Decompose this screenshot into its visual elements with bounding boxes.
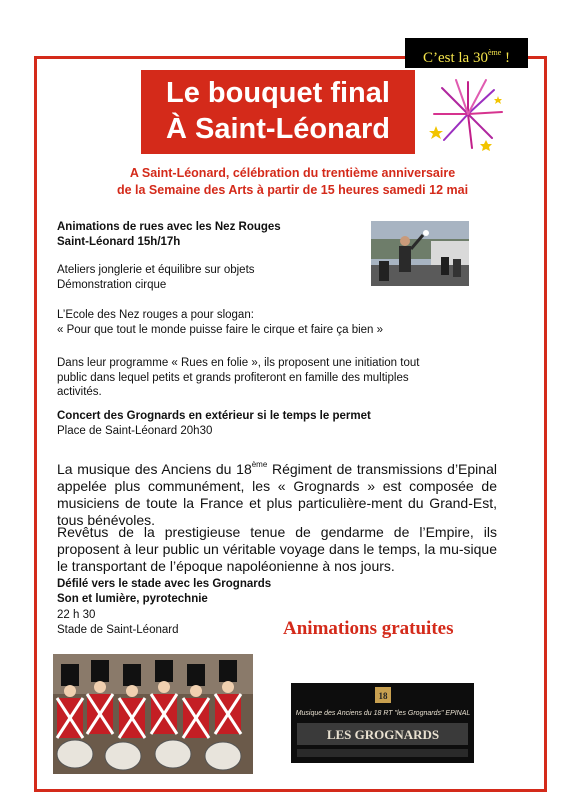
subtitle-line1: A Saint-Léonard, célébration du trentième anniversaire (129, 166, 456, 180)
firework-icon (428, 76, 506, 154)
section2-heading: Concert des Grognards en extérieur si le temps le permet (57, 410, 371, 422)
section2-place: Place de Saint-Léonard 20h30 (57, 425, 213, 437)
title-box (141, 70, 415, 154)
programme-text: Dans leur programme « Rues en folie », ils proposent une initiation tout public dans lequel petits et grands profiteront en famille des multiples activités. (57, 357, 420, 398)
section3-time: 22 h 30 (57, 609, 96, 621)
section1-ateliers: Ateliers jonglerie et équilibre sur objets Démonstration cirque (57, 264, 255, 291)
section3-heading1: Défilé vers le stade avec les Grognards (57, 578, 272, 590)
grognards-photo (53, 654, 253, 774)
slogan-intro: L’Ecole des Nez rouges a pour slogan: (57, 309, 254, 321)
free-animations-label: Animations gratuites (283, 618, 454, 639)
badge-sup: ème (487, 48, 502, 57)
badge-text: C’est la 30 (422, 50, 488, 66)
logo-arc-text: Musique des Anciens du 18 RT "les Grognards" EPINAL (295, 710, 471, 717)
section1-heading2: Saint-Léonard 15h/17h (57, 236, 181, 248)
para1-post: Régiment de transmissions d’Epinal appelée plus communément, les « Grognards » est composée de musiciens de toute la France et plus particulière-ment du Grand-Est, tous bénévoles. (57, 461, 497, 528)
svg-text:18: 18 (378, 691, 388, 701)
grognards-logo (291, 683, 474, 763)
grognards-paragraph2: Revêtus de la prestigieuse tenue de gendarme de l’Empire, ils proposent à leur public un véritable voyage dans le temps, la mu-sique le transportant de l’époque napoléonienne à nos jours. (57, 524, 497, 574)
slogan: « Pour que tout le monde puisse faire le cirque et faire ça bien » (57, 324, 384, 336)
grognards-paragraph1 (57, 456, 497, 529)
para1-sup: ème (251, 460, 268, 469)
para1-pre: La musique des Anciens du 18 (57, 461, 252, 477)
title-line1: Le bouquet final (166, 77, 390, 109)
logo-name: LES GROGNARDS (326, 727, 440, 742)
section3-place: Stade de Saint-Léonard (57, 624, 179, 636)
badge-text-end: ! (501, 50, 511, 66)
anniversary-badge (405, 38, 528, 68)
street-performance-photo (371, 221, 469, 286)
title-line2: À Saint-Léonard (166, 113, 390, 145)
section3-heading2: Son et lumière, pyrotechnie (57, 593, 208, 605)
subtitle (40, 165, 545, 199)
section1-heading1: Animations de rues avec les Nez Rouges (57, 221, 281, 233)
subtitle-line2: de la Semaine des Arts à partir de 15 heures samedi 12 mai (116, 183, 469, 197)
